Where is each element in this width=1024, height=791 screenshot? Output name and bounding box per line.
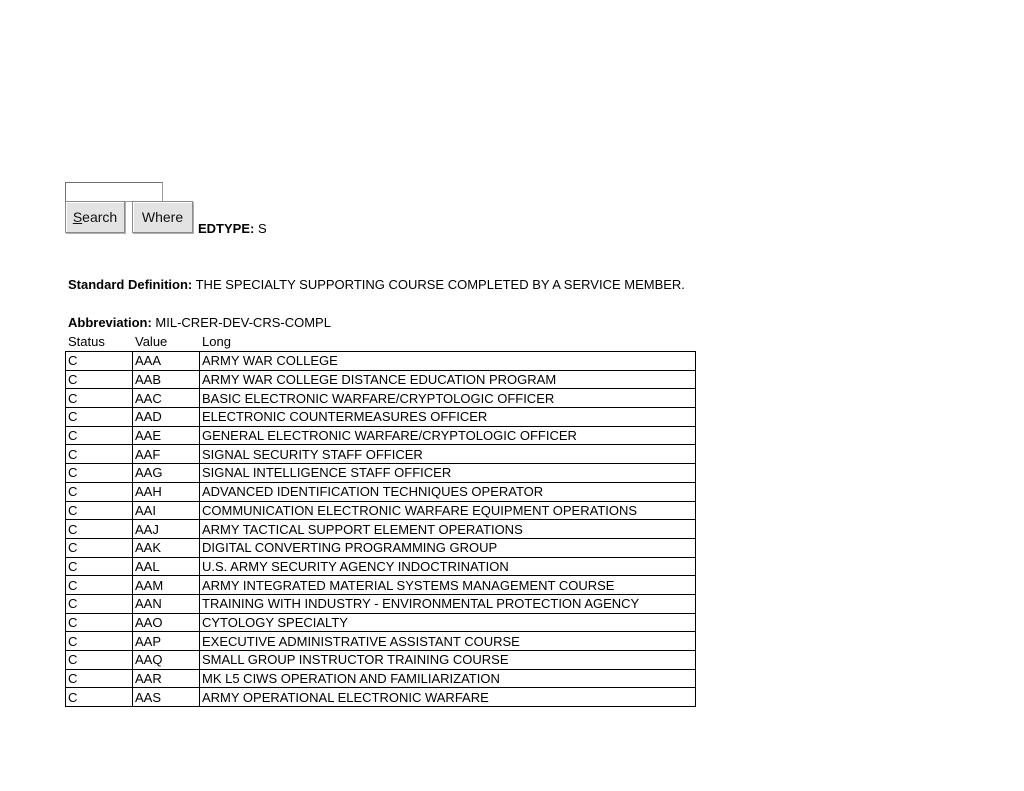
- value-cell: AAB: [133, 370, 200, 389]
- value-cell: AAO: [133, 613, 200, 632]
- value-cell: AAG: [133, 464, 200, 483]
- long-cell: ARMY INTEGRATED MATERIAL SYSTEMS MANAGEMENT COURSE: [200, 576, 696, 595]
- type-label: EDTYPE:: [198, 221, 255, 236]
- status-cell: C: [66, 576, 133, 595]
- status-cell: C: [66, 557, 133, 576]
- status-cell: C: [66, 594, 133, 613]
- value-cell: AAI: [133, 501, 200, 520]
- value-cell: AAD: [133, 408, 200, 427]
- long-cell: BASIC ELECTRONIC WARFARE/CRYPTOLOGIC OFFICER: [200, 389, 696, 408]
- value-cell: AAE: [133, 426, 200, 445]
- table-row: [66, 669, 696, 688]
- table-row: [66, 464, 696, 483]
- table-row: [66, 370, 696, 389]
- long-cell: ARMY TACTICAL SUPPORT ELEMENT OPERATIONS: [200, 520, 696, 539]
- value-cell: AAP: [133, 632, 200, 651]
- status-cell: C: [66, 426, 133, 445]
- type-value: S: [257, 221, 267, 236]
- status-cell: C: [66, 520, 133, 539]
- long-cell: TRAINING WITH INDUSTRY - ENVIRONMENTAL PROTECTION AGENCY: [200, 594, 696, 613]
- status-cell: C: [66, 370, 133, 389]
- table-row: [66, 613, 696, 632]
- status-cell: C: [66, 482, 133, 501]
- table-row: [66, 408, 696, 427]
- long-cell: U.S. ARMY SECURITY AGENCY INDOCTRINATION: [200, 557, 696, 576]
- value-cell: AAC: [133, 389, 200, 408]
- table-row: [66, 389, 696, 408]
- value-cell: AAL: [133, 557, 200, 576]
- column-header-status: Status: [68, 334, 105, 349]
- definition-label: Standard Definition:: [68, 277, 193, 292]
- long-cell: ARMY WAR COLLEGE DISTANCE EDUCATION PROGRAM: [200, 370, 696, 389]
- value-cell: AAA: [133, 352, 200, 371]
- status-cell: C: [66, 538, 133, 557]
- table-row: [66, 501, 696, 520]
- long-cell: DIGITAL CONVERTING PROGRAMMING GROUP: [200, 538, 696, 557]
- search-button-label: earch: [82, 209, 118, 225]
- table-row: [66, 651, 696, 670]
- status-cell: C: [66, 501, 133, 520]
- long-cell: ARMY WAR COLLEGE: [200, 352, 696, 371]
- table-row: [66, 557, 696, 576]
- long-cell: COMMUNICATION ELECTRONIC WARFARE EQUIPMENT OPERATIONS: [200, 501, 696, 520]
- status-cell: C: [66, 651, 133, 670]
- long-cell: CYTOLOGY SPECIALTY: [200, 613, 696, 632]
- name-type-line: [68, 221, 267, 236]
- long-cell: SIGNAL SECURITY STAFF OFFICER: [200, 445, 696, 464]
- table-row: [66, 632, 696, 651]
- long-cell: MK L5 CIWS OPERATION AND FAMILIARIZATION: [200, 669, 696, 688]
- table-row: [66, 445, 696, 464]
- value-cell: AAN: [133, 594, 200, 613]
- abbreviation-text: MIL-CRER-DEV-CRS-COMPL: [155, 315, 331, 330]
- value-cell: AAF: [133, 445, 200, 464]
- value-cell: AAR: [133, 669, 200, 688]
- status-cell: C: [66, 613, 133, 632]
- standard-definition: [68, 277, 685, 292]
- table-row: [66, 520, 696, 539]
- long-cell: ELECTRONIC COUNTERMEASURES OFFICER: [200, 408, 696, 427]
- where-button[interactable]: Where: [132, 201, 193, 233]
- status-cell: C: [66, 389, 133, 408]
- column-header-long: Long: [202, 334, 231, 349]
- status-cell: C: [66, 464, 133, 483]
- status-cell: C: [66, 688, 133, 707]
- status-cell: C: [66, 352, 133, 371]
- value-cell: AAM: [133, 576, 200, 595]
- value-cell: AAQ: [133, 651, 200, 670]
- long-cell: ARMY OPERATIONAL ELECTRONIC WARFARE: [200, 688, 696, 707]
- status-cell: C: [66, 408, 133, 427]
- table-row: [66, 352, 696, 371]
- long-cell: SMALL GROUP INSTRUCTOR TRAINING COURSE: [200, 651, 696, 670]
- codes-table-body: [66, 352, 696, 707]
- table-row: [66, 538, 696, 557]
- search-button-accel: S: [72, 209, 83, 225]
- table-row: [66, 688, 696, 707]
- codes-table: [65, 351, 696, 707]
- value-cell: AAJ: [133, 520, 200, 539]
- value-cell: AAK: [133, 538, 200, 557]
- status-cell: C: [66, 669, 133, 688]
- long-cell: ADVANCED IDENTIFICATION TECHNIQUES OPERATOR: [200, 482, 696, 501]
- long-cell: SIGNAL INTELLIGENCE STAFF OFFICER: [200, 464, 696, 483]
- definition-text: THE SPECIALTY SUPPORTING COURSE COMPLETED BY A SERVICE MEMBER.: [195, 277, 685, 292]
- table-row: [66, 594, 696, 613]
- value-cell: AAS: [133, 688, 200, 707]
- table-row: [66, 426, 696, 445]
- table-row: [66, 576, 696, 595]
- value-cell: AAH: [133, 482, 200, 501]
- abbreviation-label: Abbreviation:: [68, 315, 152, 330]
- abbreviation: [68, 315, 331, 330]
- long-cell: GENERAL ELECTRONIC WARFARE/CRYPTOLOGIC OFFICER: [200, 426, 696, 445]
- column-header-value: Value: [135, 334, 168, 349]
- table-row: [66, 482, 696, 501]
- search-input[interactable]: [65, 182, 163, 202]
- long-cell: EXECUTIVE ADMINISTRATIVE ASSISTANT COURSE: [200, 632, 696, 651]
- status-cell: C: [66, 632, 133, 651]
- status-cell: C: [66, 445, 133, 464]
